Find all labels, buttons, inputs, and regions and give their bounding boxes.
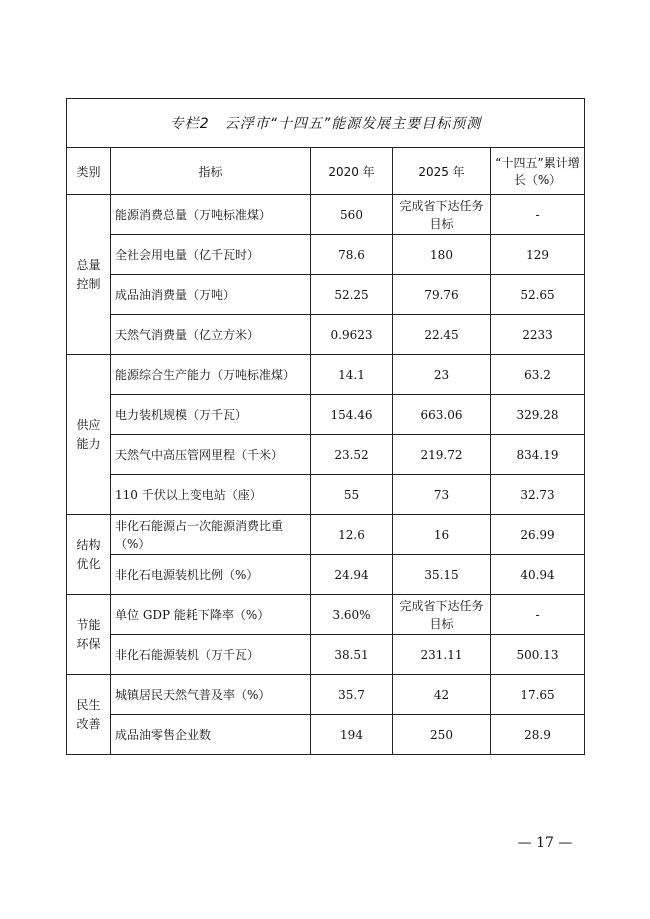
indicator-cell: 能源消费总量（万吨标准煤） bbox=[111, 195, 311, 235]
growth-cell: 500.13 bbox=[491, 635, 585, 675]
indicator-cell: 非化石能源装机（万千瓦） bbox=[111, 635, 311, 675]
table-row bbox=[67, 555, 585, 595]
value-2020-cell: 154.46 bbox=[311, 395, 393, 435]
table-row bbox=[67, 355, 585, 395]
value-2020-cell: 24.94 bbox=[311, 555, 393, 595]
table-row bbox=[67, 195, 585, 235]
value-2020-cell: 52.25 bbox=[311, 275, 393, 315]
indicator-cell: 非化石能源占一次能源消费比重（%） bbox=[111, 515, 311, 555]
growth-cell: 2233 bbox=[491, 315, 585, 355]
table-row bbox=[67, 435, 585, 475]
indicator-cell: 成品油零售企业数 bbox=[111, 715, 311, 755]
table-title-row bbox=[67, 99, 585, 148]
page-number: — 17 — bbox=[517, 835, 573, 851]
growth-cell: - bbox=[491, 195, 585, 235]
value-2025-cell: 250 bbox=[393, 715, 491, 755]
value-2025-cell: 23 bbox=[393, 355, 491, 395]
value-2020-cell: 23.52 bbox=[311, 435, 393, 475]
indicator-cell: 110 千伏以上变电站（座） bbox=[111, 475, 311, 515]
indicator-cell: 电力装机规模（万千瓦） bbox=[111, 395, 311, 435]
table-row bbox=[67, 635, 585, 675]
indicator-cell: 天然气中高压管网里程（千米） bbox=[111, 435, 311, 475]
value-2020-cell: 0.9623 bbox=[311, 315, 393, 355]
category-cell: 总量控制 bbox=[67, 195, 111, 355]
value-2020-cell: 55 bbox=[311, 475, 393, 515]
growth-cell: 17.65 bbox=[491, 675, 585, 715]
table-row bbox=[67, 235, 585, 275]
category-cell: 民生改善 bbox=[67, 675, 111, 755]
value-2020-cell: 12.6 bbox=[311, 515, 393, 555]
growth-cell: 834.19 bbox=[491, 435, 585, 475]
value-2025-cell: 231.11 bbox=[393, 635, 491, 675]
growth-cell: 28.9 bbox=[491, 715, 585, 755]
value-2025-cell: 73 bbox=[393, 475, 491, 515]
category-cell: 节能环保 bbox=[67, 595, 111, 675]
table-row bbox=[67, 675, 585, 715]
indicator-cell: 单位 GDP 能耗下降率（%） bbox=[111, 595, 311, 635]
value-2025-cell: 完成省下达任务目标 bbox=[393, 195, 491, 235]
indicator-cell: 天然气消费量（亿立方米） bbox=[111, 315, 311, 355]
value-2025-cell: 663.06 bbox=[393, 395, 491, 435]
value-2025-cell: 42 bbox=[393, 675, 491, 715]
header-category: 类别 bbox=[67, 148, 111, 195]
table-row bbox=[67, 715, 585, 755]
indicator-cell: 能源综合生产能力（万吨标准煤） bbox=[111, 355, 311, 395]
indicator-cell: 非化石电源装机比例（%） bbox=[111, 555, 311, 595]
value-2020-cell: 194 bbox=[311, 715, 393, 755]
growth-cell: 26.99 bbox=[491, 515, 585, 555]
value-2020-cell: 14.1 bbox=[311, 355, 393, 395]
table-row bbox=[67, 595, 585, 635]
growth-cell: 32.73 bbox=[491, 475, 585, 515]
growth-cell: - bbox=[491, 595, 585, 635]
value-2020-cell: 560 bbox=[311, 195, 393, 235]
growth-cell: 329.28 bbox=[491, 395, 585, 435]
value-2025-cell: 35.15 bbox=[393, 555, 491, 595]
table-row bbox=[67, 515, 585, 555]
category-cell: 供应能力 bbox=[67, 355, 111, 515]
indicator-cell: 城镇居民天然气普及率（%） bbox=[111, 675, 311, 715]
header-indicator: 指标 bbox=[111, 148, 311, 195]
table-header-row bbox=[67, 148, 585, 195]
growth-cell: 63.2 bbox=[491, 355, 585, 395]
table-row bbox=[67, 275, 585, 315]
table-row bbox=[67, 475, 585, 515]
indicator-cell: 全社会用电量（亿千瓦时） bbox=[111, 235, 311, 275]
value-2025-cell: 180 bbox=[393, 235, 491, 275]
energy-targets-table bbox=[66, 98, 585, 755]
header-2020: 2020 年 bbox=[311, 148, 393, 195]
value-2025-cell: 219.72 bbox=[393, 435, 491, 475]
table-title: 专栏2 云浮市“十四五”能源发展主要目标预测 bbox=[67, 99, 585, 148]
header-2025: 2025 年 bbox=[393, 148, 491, 195]
value-2020-cell: 3.60% bbox=[311, 595, 393, 635]
indicator-cell: 成品油消费量（万吨） bbox=[111, 275, 311, 315]
table-row bbox=[67, 395, 585, 435]
growth-cell: 129 bbox=[491, 235, 585, 275]
header-growth: “十四五”累计增长（%） bbox=[491, 148, 585, 195]
value-2025-cell: 22.45 bbox=[393, 315, 491, 355]
value-2025-cell: 79.76 bbox=[393, 275, 491, 315]
table-row bbox=[67, 315, 585, 355]
value-2025-cell: 16 bbox=[393, 515, 491, 555]
value-2020-cell: 78.6 bbox=[311, 235, 393, 275]
growth-cell: 52.65 bbox=[491, 275, 585, 315]
value-2020-cell: 35.7 bbox=[311, 675, 393, 715]
value-2025-cell: 完成省下达任务目标 bbox=[393, 595, 491, 635]
value-2020-cell: 38.51 bbox=[311, 635, 393, 675]
growth-cell: 40.94 bbox=[491, 555, 585, 595]
category-cell: 结构优化 bbox=[67, 515, 111, 595]
